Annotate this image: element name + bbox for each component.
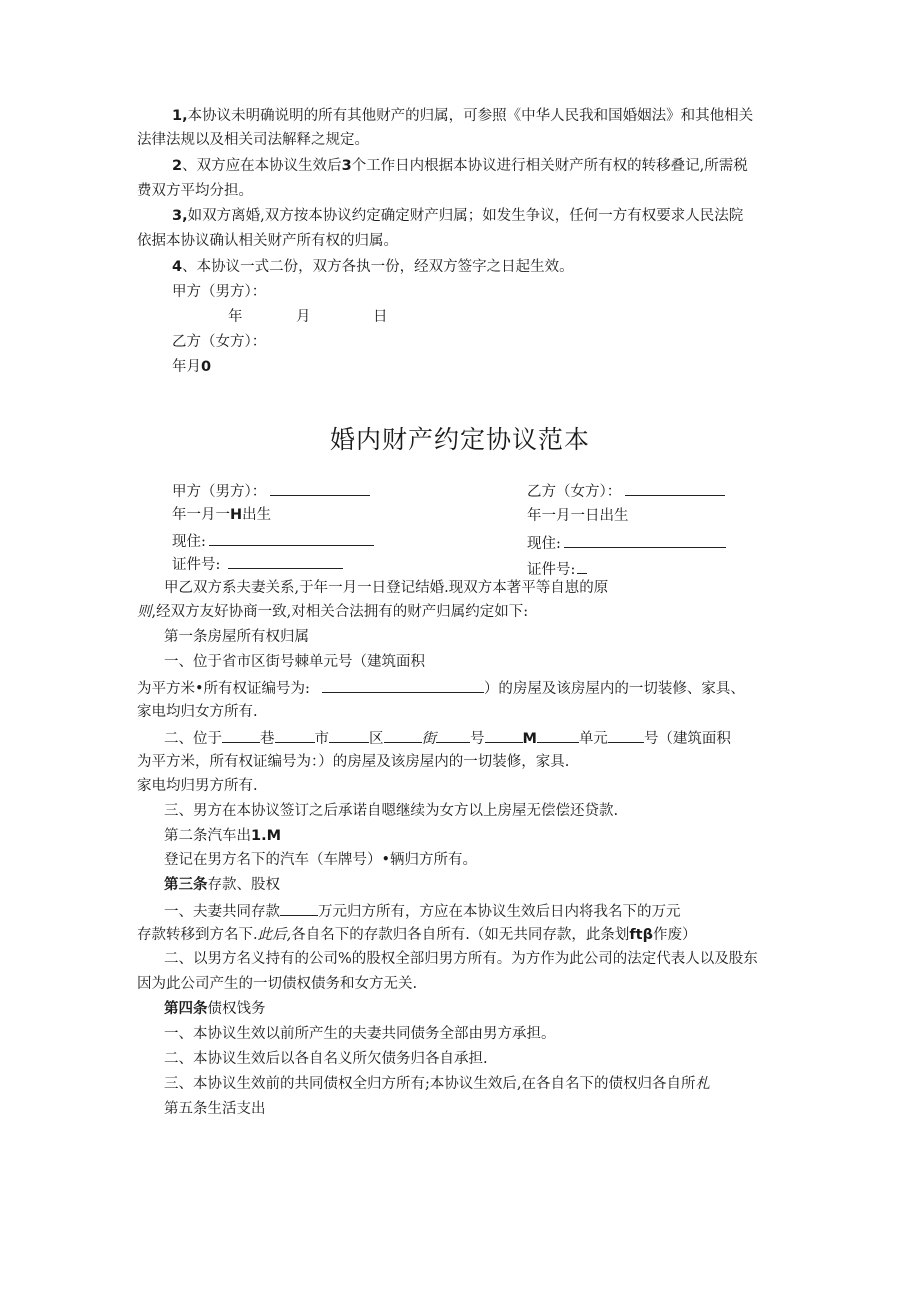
party-a-birth: 年一月一H出生 [172,507,272,523]
article-1-item-2-line-1: 二、位于 巷 市 区 街 号 M 单元 号（建筑面积 [164,728,731,748]
article-2-item: 登记在男方名下的汽车（车牌号）•辆归方所有。 [164,852,478,868]
article-1-item-2-line-3: 家电均归男方所有. [137,778,258,794]
intro-line-2: 则,经双方友好协商一致,对相关合法拥有的财产归属约定如下: [137,604,529,620]
article-2-heading: 第二条汽车出1.M [164,828,282,844]
article-1-item-3: 三、男方在本协议签订之后承诺自嗯继续为女方以上房屋无偿偿还贷款. [164,803,619,819]
intro-line-1: 甲乙双方系夫妻关系,于年一月一日登记结婚.现双方本著平等自崽的原 [164,580,609,596]
date-line-2: 年月0 [172,359,212,375]
party-b-address-blank [564,533,726,548]
document-title: 婚内财产约定协议范本 [329,425,590,454]
article-1-item-1-line-3: 家电均归女方所有. [137,704,258,720]
article-1-heading: 第一条房屋所有权归属 [164,629,309,645]
clause-2-line-1: 2、双方应在本协议生效后3个工作日内根据本协议进行相关财产所有权的转移叠记,所需税 [172,158,748,174]
party-a-id: 证件号: [172,554,343,574]
clause-1-line-1: 1,本协议未明确说明的所有其他财产的归属，可参照《中华人民我和国婚姻法》和其他相关 [172,108,754,124]
date-year: 年 [228,309,243,325]
party-a-address: 现住: [172,531,374,551]
article-3-item-1-line-2: 存款转移到方名下.此后,各自名下的存款归各自所有.（如无共同存款，此条划ftβ作废） [137,927,697,943]
date-day: 日 [373,309,388,325]
clause-1-line-2: 法律法规以及相关司法解释之规定。 [137,132,369,148]
article-3-heading: 第三条存款、股权 [164,877,280,893]
clause-3-line-2: 依据本协议确认相关财产所有权的归属。 [137,233,398,249]
clause-2-line-2: 费双方平均分担。 [137,183,253,199]
signature-party-a: 甲方（男方）： [172,284,267,300]
article-4-item-3: 三、本协议生效前的共同债权全归方所有;本协议生效后,在各自名下的债权归各自所札 [164,1076,710,1092]
date-month: 月 [296,309,311,325]
article-1-item-1-line-1: 一、位于省市区街号棘单元号（建筑面积 [164,654,425,670]
signature-party-b: 乙方（女方）： [172,334,267,350]
party-b-address: 现住: [527,533,726,553]
party-a-label: 甲方（男方）： [172,481,370,501]
party-a-address-blank [209,531,374,546]
party-a-id-blank [228,554,343,569]
article-4-item-2: 二、本协议生效后以各自名义所欠债务归各自承担. [164,1051,488,1067]
party-b-id-blank [577,559,587,574]
party-b-label: 乙方（女方）： [527,481,725,501]
party-b-birth: 年一月一日出生 [527,508,629,524]
certificate-number-blank [322,678,484,693]
article-4-item-1: 一、本协议生效以前所产生的夫妻共同债务全部由男方承担。 [164,1026,556,1042]
clause-4-line: 4、本协议一式二份，双方各执一份，经双方签字之日起生效。 [172,259,574,275]
article-1-item-2-line-2: 为平方米，所有权证编号为：）的房屋及该房屋内的一切装修，家具. [137,754,570,770]
article-4-heading: 第四条债权饯务 [164,1001,266,1017]
party-a-name-blank [270,481,370,496]
article-3-item-2-line-2: 因为此公司产生的一切债权债务和女方无关. [137,976,418,992]
party-b-id: 证件号: [527,559,587,579]
article-5-heading: 第五条生活支出 [164,1101,266,1117]
article-3-item-1-line-1: 一、夫妻共同存款 万元归方所有，方应在本协议生效后日内将我名下的万元 [164,901,681,921]
article-1-item-1-line-2: 为平方米•所有权证编号为: ）的房屋及该房屋内的一切装修、家具、 [137,678,745,698]
clause-3-line-1: 3,如双方离婚,双方按本协议约定确定财产归属；如发生争议，任何一方有权要求人民法院 [172,208,744,224]
article-3-item-2-line-1: 二、以男方名义持有的公司%的股权全部归男方所有。为方作为此公司的法定代表人以及股东 [164,951,758,967]
party-b-name-blank [625,481,725,496]
